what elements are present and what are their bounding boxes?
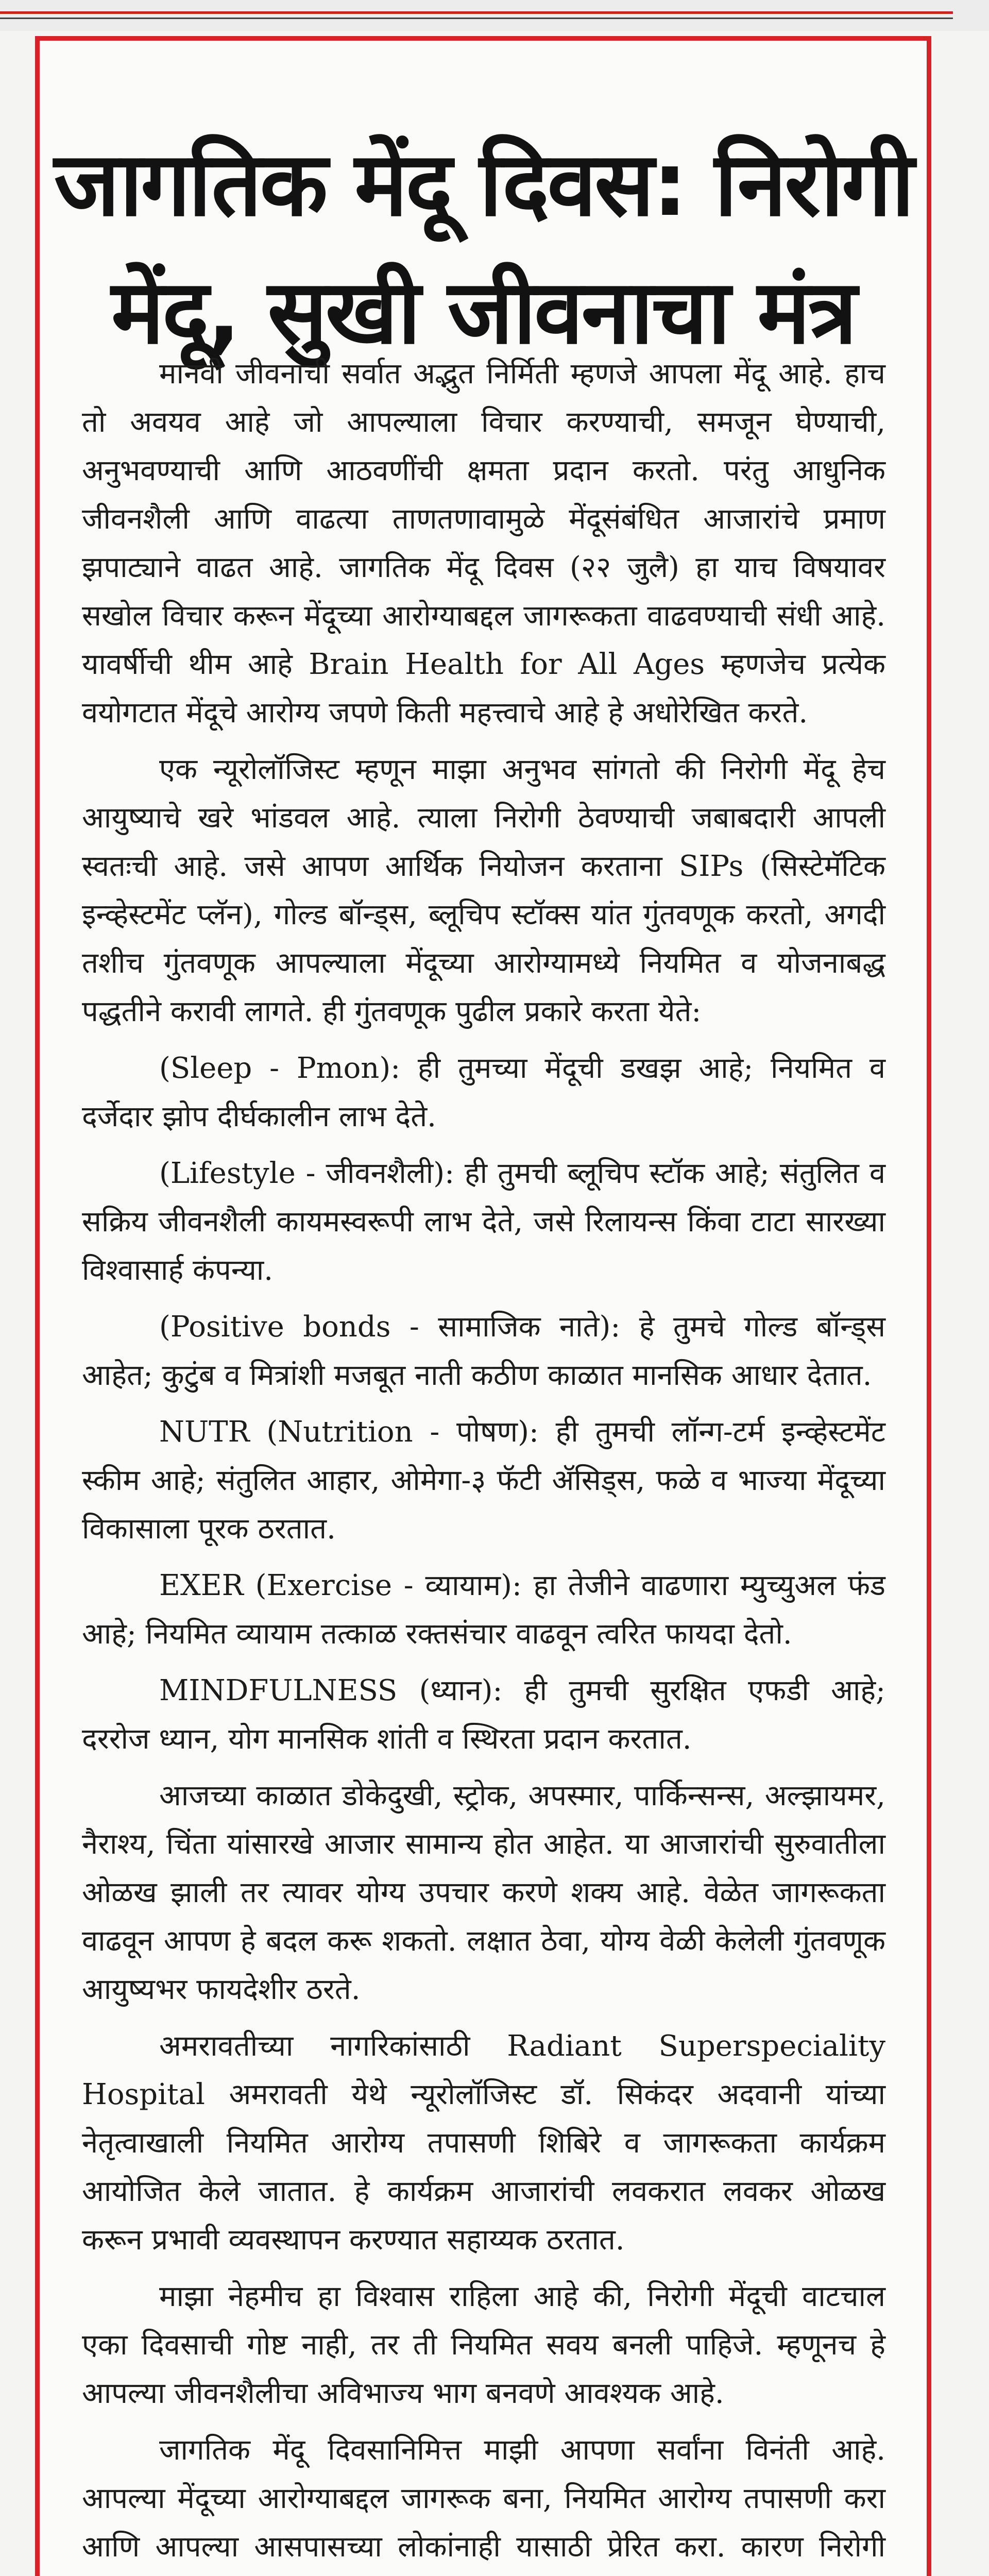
paragraph-appeal: जागतिक मेंदू दिवसानिमित्त माझी आपणा सर्वांना विनंती आहे. आपल्या मेंदूच्या आरोग्याबद्दल जागरूक बना, नियमित आरोग्य तपासणी करा आणि आपल्या आसपासच्या लोकांनाही यासाठी प्रेरित करा. कारण निरोगी xyxy=(82,2433,885,2564)
paragraph-sleep: (Sleep - Pmon): ही तुमच्या मेंदूची डखझ आहे; नियमित व दर्जेदार झोप दीर्घकालीन लाभ देते. xyxy=(82,1052,885,1133)
article-headline xyxy=(40,121,927,376)
paragraph-investment: एक न्यूरोलॉजिस्ट म्हणून माझा अनुभव सांगतो की निरोगी मेंदू हेच आयुष्याचे खरे भांडवल आहे. त्याला निरोगी ठेवण्याची जबाबदारी आपली स्वतःची आहे. जसे आपण आर्थिक नियोजन करताना SIPs (सिस्टेमॅटिक इन्व्हेस्टमेंट प्लॅन), गोल्ड बॉन्ड्स, ब्लूचिप स्टॉक्स यांत गुंतवणूक करतो, अगदी तशीच गुंतवणूक आपल्याला मेंदूच्या आरोग्यामध्ये नियमित व योजनाबद्ध पद्धतीने करावी लागते. ही गुंतवणूक पुढील प्रकारे करता येते: xyxy=(82,753,885,1028)
article-body xyxy=(82,350,885,2576)
paragraph-diseases: आजच्या काळात डोकेदुखी, स्ट्रोक, अपस्मार, पार्किन्सन्स, अल्झायमर, नैराश्य, चिंता यांसारखे आजार सामान्य होत आहेत. या आजारांची सुरुवातीला ओळख झाली तर त्यावर योग्य उपचार करणे शक्य आहे. वेळेत जागरूकता वाढवून आपण हे बदल करू शकतो. लक्षात ठेवा, योग्य वेळी केलेली गुंतवणूक आयुष्यभर फायदेशीर ठरते. xyxy=(82,1779,885,2006)
paragraph-hospital: अमरावतीच्या नागरिकांसाठी Radiant Superspeciality Hospital अमरावती येथे न्यूरोलॉजिस्ट डॉ. सिकंदर अदवानी यांच्या नेतृत्वाखाली नियमित आरोग्य तपासणी शिबिरे व जागरूकता कार्यक्रम आयोजित केले जातात. हे कार्यक्रम आजारांची लवकरात लवकर ओळख करून प्रभावी व्यवस्थापन करण्यात सहाय्यक ठरतात. xyxy=(82,2029,885,2257)
paragraph-positive-bonds: (Positive bonds - सामाजिक नाते): हे तुमचे गोल्ड बॉन्ड्स आहेत; कुटुंब व मित्रांशी मजबूत नाती कठीण काळात मानसिक आधार देतात. xyxy=(82,1310,885,1392)
paragraph-lifestyle: (Lifestyle - जीवनशैली): ही तुमची ब्लूचिप स्टॉक आहे; संतुलित व सक्रिय जीवनशैली कायमस्वरूपी लाभ देते, जसे रिलायन्स किंवा टाटा सारख्या विश्वासार्ह कंपन्या. xyxy=(82,1157,885,1287)
previous-article-strip xyxy=(0,0,989,31)
paragraph-exercise: EXER (Exercise - व्यायाम): हा तेजीने वाढणारा म्युच्युअल फंड आहे; नियमित व्यायाम तत्काळ रक्तसंचार वाढवून त्वरित फायदा देतो. xyxy=(82,1569,885,1651)
top-red-rule xyxy=(0,11,953,14)
article-frame xyxy=(35,36,931,2576)
paragraph-nutrition: NUTR (Nutrition - पोषण): ही तुमची लॉन्ग-टर्म इन्व्हेस्टमेंट स्कीम आहे; संतुलित आहार, ओमेगा-३ फॅटी ॲसिड्स, फळे व भाज्या मेंदूच्या विकासाला पूरक ठरतात. xyxy=(82,1415,885,1546)
headline-line-1: जागतिक मेंदू दिवस: निरोगी xyxy=(54,132,913,236)
headline-line-2: मेंदू, सुखी जीवनाचा मंत्र xyxy=(111,260,856,364)
paragraph-intro: मानवी जीवनाची सर्वात अद्भुत निर्मिती म्हणजे आपला मेंदू आहे. हाच तो अवयव आहे जो आपल्याला विचार करण्याची, समजून घेण्याची, अनुभवण्याची आणि आठवणींची क्षमता प्रदान करतो. परंतु आधुनिक जीवनशैली आणि वाढत्या ताणतणावामुळे मेंदूसंबंधित आजारांचे प्रमाण झपाट्याने वाढत आहे. जागतिक मेंदू दिवस (२२ जुलै) हा याच विषयावर सखोल विचार करून मेंदूच्या आरोग्याबद्दल जागरूकता वाढवण्याची संधी आहे. यावर्षीची थीम आहे Brain Health for All Ages म्हणजेच प्रत्येक वयोगटात मेंदूचे आरोग्य जपणे किती महत्त्वाचे आहे हे अधोरेखित करते. xyxy=(82,357,885,730)
paragraph-mindfulness: MINDFULNESS (ध्यान): ही तुमची सुरक्षित एफडी आहे; दररोज ध्यान, योग मानसिक शांती व स्थिरता प्रदान करतात. xyxy=(82,1674,885,1756)
paragraph-belief: माझा नेहमीच हा विश्वास राहिला आहे की, निरोगी मेंदूची वाटचाल एका दिवसाची गोष्ट नाही, तर ती नियमित सवय बनली पाहिजे. म्हणूनच हे आपल्या जीवनशैलीचा अविभाज्य भाग बनवणे आवश्यक आहे. xyxy=(82,2280,885,2410)
top-dark-rule xyxy=(0,18,953,19)
